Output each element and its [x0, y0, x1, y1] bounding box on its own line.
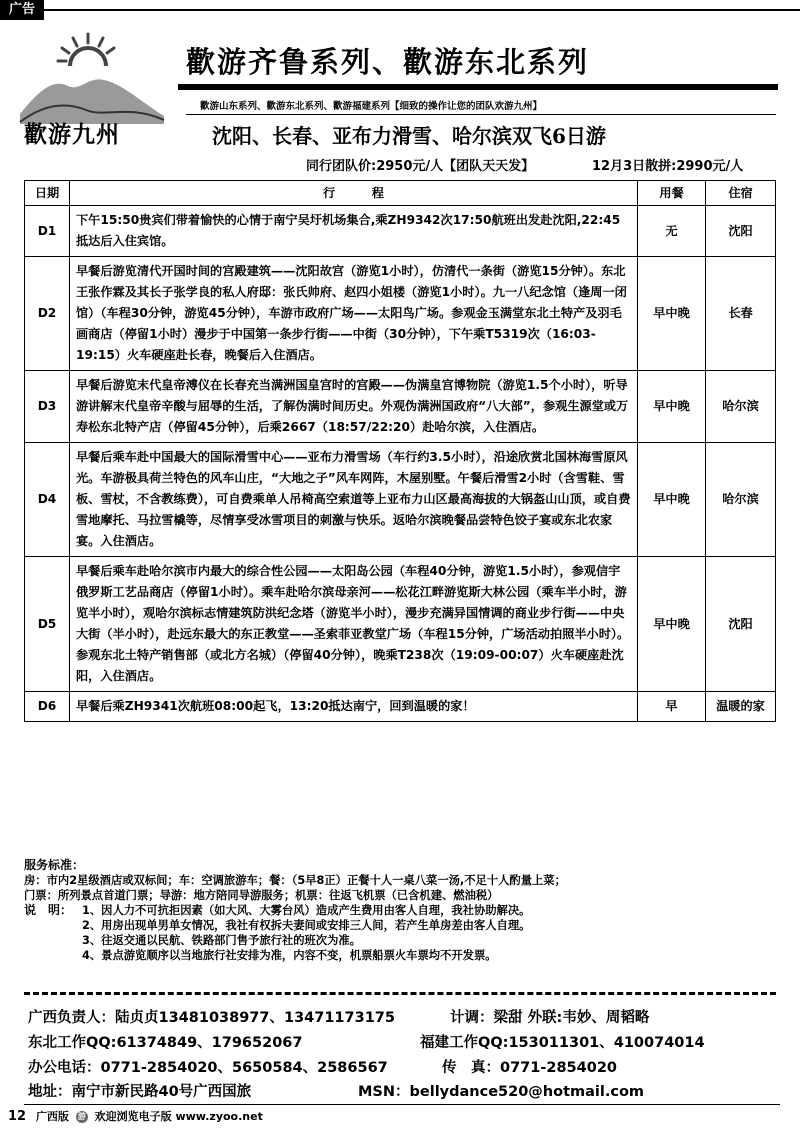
- fujian-qq-value: 153011301、410074014: [508, 1035, 705, 1051]
- header-meal: 用餐: [638, 181, 706, 206]
- note-item: 3、往返交通以民航、铁路部门售予旅行社的班次为准。: [82, 934, 361, 947]
- liaison-label: 外联:: [527, 1010, 563, 1026]
- contact-manager: [28, 1006, 395, 1027]
- northeast-qq-label: 东北工作QQ:: [28, 1035, 117, 1051]
- address-value: 南宁市新民路40号广西国旅: [71, 1084, 252, 1100]
- logo-text: 歡游九州: [24, 121, 120, 148]
- stay-cell: 哈尔滨: [706, 443, 776, 557]
- page-title: 歡游齐鲁系列、歡游东北系列: [186, 45, 590, 79]
- accounting-value: 梁甜: [493, 1010, 523, 1026]
- msn-value: bellydance520@hotmail.com: [409, 1084, 645, 1100]
- itinerary-table: [24, 180, 776, 722]
- service-heading: 服务标准：: [24, 858, 85, 872]
- day-cell: D5: [25, 557, 70, 692]
- stay-cell: 沈阳: [706, 206, 776, 257]
- contact-fax: [442, 1056, 617, 1077]
- ad-label: 广告: [0, 0, 44, 20]
- edition-label: 广西版: [35, 1110, 69, 1123]
- table-row: [25, 371, 776, 443]
- header-stay: 住宿: [706, 181, 776, 206]
- table-row: [25, 692, 776, 722]
- contact-accounting: [450, 1006, 649, 1027]
- meal-cell: 早中晚: [638, 557, 706, 692]
- page-number: 12: [8, 1109, 27, 1124]
- subtitle-rule: [186, 114, 776, 115]
- fax-value: 0771-2854020: [500, 1060, 617, 1076]
- meal-cell: 早中晚: [638, 257, 706, 371]
- table-row: [25, 443, 776, 557]
- contact-office-phone: [28, 1056, 388, 1077]
- service-standards: [24, 858, 784, 963]
- notes-label: 说 明：: [24, 903, 73, 917]
- contact-address: [28, 1080, 251, 1101]
- note-item: 4、景点游览顺序以当地旅行社安排为准，内容不变，机票船票火车票均不开发票。: [82, 949, 497, 962]
- table-row: [25, 206, 776, 257]
- table-row: [25, 557, 776, 692]
- note-item: 2、用房出现单男单女情况，我社有权拆夫妻间或安排三人间，若产生单房差由客人自理。: [82, 919, 531, 932]
- address-label: 地址：: [28, 1084, 72, 1100]
- day-cell: D2: [25, 257, 70, 371]
- itinerary-cell: 下午15:50贵宾们带着愉快的心情于南宁吴圩机场集合,乘ZH9342次17:50航班出发赴沈阳,22:45抵达后入住宾馆。: [70, 206, 638, 257]
- stay-cell: 沈阳: [706, 557, 776, 692]
- itinerary-cell: 早餐后乘车赴哈尔滨市内最大的综合性公园——太阳岛公园（车程40分钟，游览1.5小时），参观信宇俄罗斯工艺品商店（停留1小时）。乘车赴哈尔滨母亲河——松花江畔游览斯大林公园（乘车半小时，游览半小时），观哈尔滨标志情建筑防洪纪念塔（游览半小时），漫步充满异国情调的商业步行街——中央大街（半小时），赴远东最大的东正教堂——圣索菲亚教堂广场（车程15分钟，广场活动拍照半小时）。参观东北土特产销售部（或北方名城）（停留40分钟），晚乘T238次（19:09-00:07）火车硬座赴沈阳，入住酒店。: [70, 557, 638, 692]
- msn-label: MSN：: [358, 1084, 410, 1100]
- stay-cell: 长春: [706, 257, 776, 371]
- contact-northeast-qq: [28, 1031, 302, 1052]
- day-cell: D4: [25, 443, 70, 557]
- meal-cell: 早: [638, 692, 706, 722]
- note-item: 1、因人力不可抗拒因素（如大风、大雾台风）造成产生费用由客人自理，我社协助解决。: [82, 904, 531, 917]
- footer-tagline: 欢迎浏览电子版 www.zyoo.net: [94, 1110, 263, 1123]
- header-itinerary: 行 程: [70, 181, 638, 206]
- meal-cell: 早中晚: [638, 443, 706, 557]
- notes-block: [24, 903, 784, 963]
- manager-value: 陆贞贞13481038977、13471173175: [115, 1010, 395, 1026]
- meal-cell: 早中晚: [638, 371, 706, 443]
- meal-cell: 无: [638, 206, 706, 257]
- dashed-divider: [24, 992, 776, 995]
- footer-rule: [24, 1104, 780, 1105]
- stay-cell: 哈尔滨: [706, 371, 776, 443]
- itinerary-cell: 早餐后游览清代开国时间的宫殿建筑——沈阳故宫（游览1小时），仿清代一条街（游览15分钟）。东北王张作霖及其长子张学良的私人府邸：张氏帅府、赵四小姐楼（游览1小时）。九一八纪念馆（逢周一闭馆）（车程30分钟，游览45分钟），车游市政府广场——太阳鸟广场。参观金玉满堂东北土特产及羽毛画商店（停留1小时）漫步于中国第一条步行街——中街（30分钟），下午乘T5319次（16:03-19:15）火车硬座赴长春，晚餐后入住酒店。: [70, 257, 638, 371]
- office-label: 办公电话：: [28, 1060, 101, 1076]
- itinerary-cell: 早餐后乘ZH9341次航班08:00起飞，13:20抵达南宁，回到温暖的家！: [70, 692, 638, 722]
- stay-cell: 温暖的家: [706, 692, 776, 722]
- liaison-value: 韦妙、周韬略: [562, 1010, 650, 1026]
- accounting-label: 计调：: [450, 1010, 494, 1026]
- series-subtitle: 歡游山东系列、歡游东北系列、歡游福建系列【细致的操作让您的团队欢游九州】: [200, 101, 543, 112]
- header-day: 日期: [25, 181, 70, 206]
- contact-fujian-qq: [420, 1031, 705, 1052]
- page-footer: [8, 1108, 263, 1124]
- day-cell: D6: [25, 692, 70, 722]
- service-line: 门票：所列景点首道门票；导游：地方陪同导游服务；机票：往返飞机票（已含机建、燃油税）: [24, 889, 499, 902]
- table-header-row: [25, 181, 776, 206]
- contact-msn: [358, 1080, 644, 1101]
- day-cell: D3: [25, 371, 70, 443]
- title-rule: [178, 84, 778, 90]
- notes-list: [82, 903, 530, 963]
- fax-label: 传 真：: [442, 1060, 500, 1076]
- fixed-departure-price: 12月3日散拼:2990元/人: [592, 159, 744, 174]
- brand-logo: [18, 28, 166, 148]
- northeast-qq-value: 61374849、179652067: [116, 1035, 303, 1051]
- table-row: [25, 257, 776, 371]
- manager-label: 广西负责人：: [28, 1010, 115, 1026]
- itinerary-cell: 早餐后乘车赴中国最大的国际滑雪中心——亚布力滑雪场（车行约3.5小时），沿途欣赏北国林海雪原风光。车游极具荷兰特色的风车山庄，“大地之子”风车网阵，木屋别墅。午餐后滑雪2小时（含雪鞋、雪板、雪杖，不含教练费），可自费乘单人吊椅高空索道等上亚布力山区最高海拔的大锅盔山山顶，或自费雪地摩托、马拉雪橇等，尽情享受冰雪项目的刺激与快乐。返哈尔滨晚餐品尝特色饺子宴或东北农家宴。入住酒店。: [70, 443, 638, 557]
- office-value: 0771-2854020、5650584、2586567: [100, 1060, 388, 1076]
- itinerary-cell: 早餐后游览末代皇帝溥仪在长春充当满洲国皇宫时的宫殿——伪满皇宫博物院（游览1.5个小时），听导游讲解末代皇帝辛酸与屈辱的生活，了解伪满时间历史。外观伪满洲国政府“八大部”，参观生源堂或万寿松东北特产店（停留45分钟），后乘2667（18:57/22:20）赴哈尔滨，入住酒店。: [70, 371, 638, 443]
- service-line: 房：市内2星级酒店或双标间；车：空调旅游车；餐：（5早8正）正餐十人一桌八菜一汤,不足十人酌量上菜；: [24, 874, 566, 887]
- day-cell: D1: [25, 206, 70, 257]
- publication-badge-icon: 游: [77, 1112, 86, 1121]
- route-title: 沈阳、长春、亚布力滑雪、哈尔滨双飞6日游: [212, 124, 606, 148]
- fujian-qq-label: 福建工作QQ:: [420, 1035, 509, 1051]
- top-rule: [44, 9, 800, 11]
- group-price: 同行团队价:2950元/人【团队天天发】: [306, 159, 535, 174]
